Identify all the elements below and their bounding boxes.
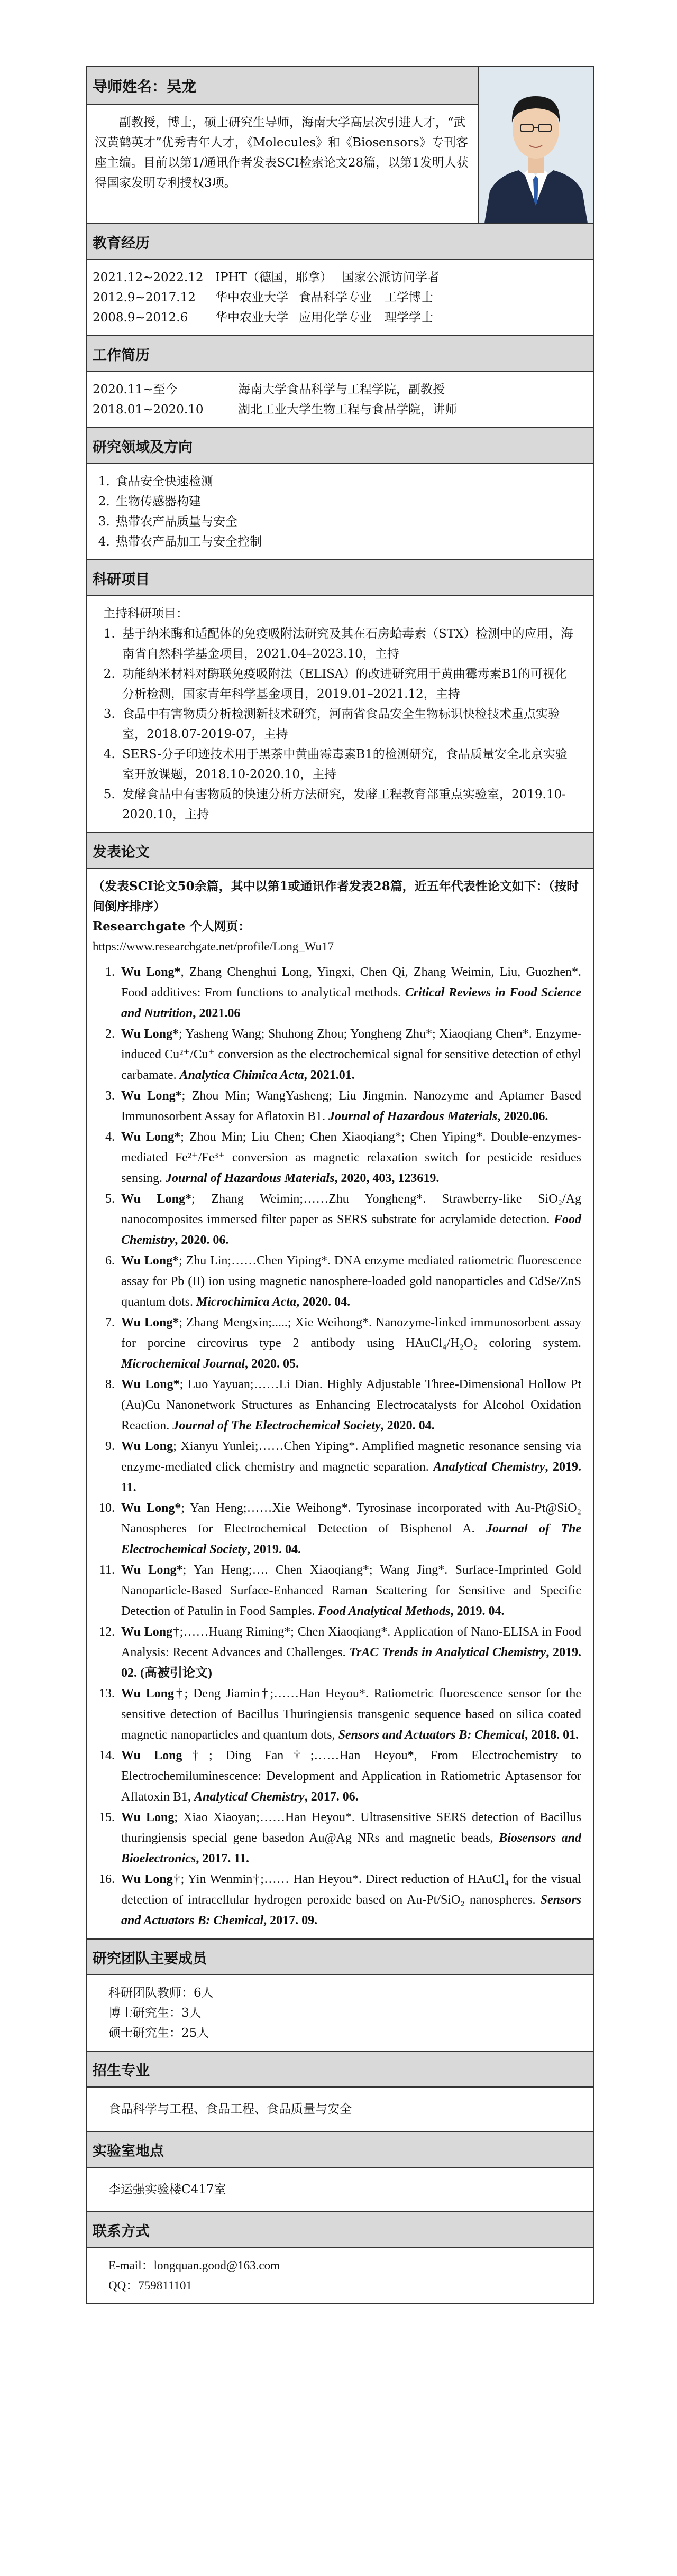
profile-sheet bbox=[86, 66, 594, 2304]
paper-citation: †; Yin Wenmin†;…… Han Heyou*. Direct reduction of HAuCl₄ for the visual detection of intracellular hydrogen peroxide based on Au-Pt/SiO₂ nanospheres. bbox=[121, 1872, 581, 1907]
paper-journal: Journal of The Electrochemical Society bbox=[172, 1419, 381, 1433]
paper-journal: Analytical Chemistry bbox=[194, 1790, 305, 1804]
paper-citation: ; Zhu Lin;……Chen Yiping*. DNA enzyme mediated ratiometric fluorescence assay for Pb (II) ion using magnetic nanosphere-loaded gold nanoparticles and CdSe/ZnS quantum dots. bbox=[121, 1254, 581, 1309]
publications-section bbox=[87, 868, 593, 1938]
edu-degree: 工学博士 bbox=[385, 291, 433, 304]
list-item: 4. 热带农产品加工与安全控制 bbox=[114, 532, 588, 552]
projects-section bbox=[87, 595, 593, 832]
paper-author: Wu Long* bbox=[121, 1130, 181, 1144]
paper-journal: Journal of Hazardous Materials bbox=[328, 1110, 498, 1123]
paper-journal: Analytica Chimica Acta bbox=[179, 1068, 304, 1082]
majors-section bbox=[87, 2086, 593, 2131]
paper-author: Wu Long bbox=[121, 1687, 175, 1701]
paper-author: Wu Long bbox=[121, 1439, 173, 1453]
paper-citation: ; Yan Heng;…. Chen Xiaoqiang*; Wang Jing*. Surface-Imprinted Gold Nanoparticle-Based Surface-Enhanced Raman Scattering for Sensitive and Specific Detection of Patulin in Food Samples. bbox=[121, 1563, 581, 1618]
list-item: 1. 基于纳米酶和适配体的免疫吸附法研究及其在石房蛤毒素（STX）检测中的应用，海南省自然科学基金项目，2021.04–2023.10，主持 bbox=[119, 624, 577, 664]
paper-journal: Microchimica Acta bbox=[196, 1295, 297, 1309]
portrait-image bbox=[479, 67, 593, 223]
paper-item bbox=[118, 1746, 581, 1807]
paper-date: , 2020. 06. bbox=[175, 1233, 229, 1247]
list-item: 3. 食品中有害物质分析检测新技术研究，河南省食品安全生物标识快检技术重点实验室，2018.07-2019-07，主持 bbox=[119, 704, 577, 744]
paper-author: Wu Long* bbox=[121, 1501, 181, 1515]
paper-list bbox=[93, 962, 581, 1931]
paper-author: Wu Long* bbox=[121, 1089, 182, 1103]
paper-author: Wu Long bbox=[121, 1625, 173, 1639]
paper-author: Wu Long* bbox=[121, 965, 181, 979]
paper-date: , 2019. 04. bbox=[450, 1604, 505, 1618]
paper-journal: Sensors and Actuators B: Chemical bbox=[338, 1728, 525, 1742]
list-item: 2. 功能纳米材料对酶联免疫吸附法（ELISA）的改进研究用于黄曲霉毒素B1的可视化分析检测，国家青年科学基金项目，2019.01–2021.12，主持 bbox=[119, 664, 577, 704]
work-row bbox=[93, 380, 588, 400]
paper-date: , 2019. 11. bbox=[121, 1460, 581, 1494]
paper-journal: Critical Reviews in Food Science and Nutrition bbox=[121, 986, 581, 1020]
paper-author: Wu Long* bbox=[121, 1192, 192, 1206]
paper-item bbox=[118, 1024, 581, 1086]
paper-author: Wu Long* bbox=[121, 1563, 183, 1577]
paper-item bbox=[118, 1622, 581, 1684]
list-item: 2. 生物传感器构建 bbox=[114, 492, 588, 512]
paper-citation: ; Zhou Min; Liu Chen; Chen Xiaoqiang*; Chen Yiping*. Double-enzymes-mediated Fe²⁺/Fe³⁺ conversion as magnetic relaxation switch for pesticide residues sensing. bbox=[121, 1130, 581, 1185]
paper-author: Wu Long* bbox=[121, 1254, 179, 1268]
paper-journal: Journal of Hazardous Materials bbox=[166, 1171, 335, 1185]
research-section bbox=[87, 463, 593, 559]
paper-date: , 2020. 04. bbox=[296, 1295, 351, 1309]
work-row bbox=[93, 400, 588, 420]
paper-date: , 2020. 05. bbox=[245, 1357, 299, 1371]
edu-date: 2012.9~2017.12 bbox=[93, 291, 196, 304]
paper-journal: Microchemical Journal bbox=[121, 1357, 245, 1371]
paper-date: , 2017. 09. bbox=[263, 1914, 318, 1927]
paper-journal: Sensors and Actuators B: Chemical bbox=[121, 1893, 581, 1927]
paper-item bbox=[118, 1251, 581, 1313]
paper-item bbox=[118, 1498, 581, 1560]
work-position: 海南大学食品科学与工程学院，副教授 bbox=[238, 383, 445, 396]
publications-summary: （发表SCI论文50余篇，其中以第1或通讯作者发表28篇，近五年代表性论文如下：（按时间倒序排序） bbox=[93, 879, 579, 913]
paper-citation: ; Luo Yayuan;……Li Dian. Highly Adjustable Three-Dimensional Hollow Pt (Au)Cu Nanonetwork Structures as Enhancing Electrocatalysts for Alcohol Oxidation Reaction. bbox=[121, 1378, 581, 1433]
paper-journal: Biosensors and Bioelectronics bbox=[121, 1831, 581, 1866]
paper-citation: ; Zhang Weimin;……Zhu Yongheng*. Strawberry-like SiO₂/Ag nanocomposites immersed filter paper as SERS substrate for acrylamide detection. bbox=[121, 1192, 581, 1226]
edu-institution: IPHT（德国，耶拿） bbox=[215, 271, 332, 284]
edu-degree: 理学学士 bbox=[385, 311, 433, 325]
paper-citation: ; Xiao Xiaoyan;……Han Heyou*. Ultrasensitive SERS detection of Bacillus thuringiensis special gene basedon Au@Ag NRs and magnetic beads, bbox=[121, 1811, 581, 1845]
paper-citation: ; Zhang Mengxin;.....; Xie Weihong*. Nanozyme-linked immunosorbent assay for porcine circovirus type 2 antibody using HAuCl₄/H₂O₂ coloring system. bbox=[121, 1316, 581, 1350]
paper-citation: ; Yan Heng;……Xie Weihong*. Tyrosinase incorporated with Au-Pt@SiO₂ Nanospheres for Electrochemical Detection of Bisphenol A. bbox=[121, 1501, 581, 1536]
team-line: 硕士研究生：25人 bbox=[108, 2026, 209, 2040]
team-line: 博士研究生：3人 bbox=[108, 2006, 202, 2020]
paper-citation: †; Deng Jiamin†;……Han Heyou*. Ratiometric fluorescence sensor for the sensitive detection of Bacillus Thuringiensis transgenic sequence based on silica coated magnetic nanoparticles and quantum dots, bbox=[121, 1687, 581, 1742]
paper-journal: TrAC Trends in Analytical Chemistry bbox=[349, 1646, 546, 1659]
paper-date: , 2020.06. bbox=[497, 1110, 548, 1123]
team-section bbox=[87, 1974, 593, 2051]
researchgate-link[interactable]: https://www.researchgate.net/profile/Long_Wu17 bbox=[93, 940, 334, 953]
edu-date: 2021.12~2022.12 bbox=[93, 271, 204, 284]
paper-author: Wu Long bbox=[121, 1872, 173, 1886]
paper-item bbox=[118, 1807, 581, 1869]
paper-citation: , Zhang Chenghui Long, Yingxi, Chen Qi, Zhang Weimin, Liu, Guozhen*. Food additives: From functions to analytical methods. bbox=[121, 965, 581, 1000]
projects-heading: 科研项目 bbox=[87, 559, 593, 595]
publications-heading: 发表论文 bbox=[87, 832, 593, 868]
paper-citation: ; Yasheng Wang; Shuhong Zhou; Yongheng Zhu*; Xiaoqiang Chen*. Enzyme-induced Cu²⁺/Cu⁺ conversion as the electrochemical signal for sensitive detection of ethyl carbamate. bbox=[121, 1027, 581, 1082]
list-item: 5. 发酵食品中有害物质的快速分析方法研究，发酵工程教育部重点实验室，2019.10-2020.10，主持 bbox=[119, 784, 577, 825]
contact-qq: QQ：759811101 bbox=[108, 2279, 193, 2292]
education-heading: 教育经历 bbox=[87, 223, 593, 259]
paper-date: , 2019. 04. bbox=[246, 1543, 301, 1556]
paper-item bbox=[118, 1127, 581, 1189]
paper-citation: †;……Huang Riming*; Chen Xiaoqiang*. Application of Nano-ELISA in Food Analysis: Recent Advances and Challenges. bbox=[121, 1625, 581, 1659]
team-line: 科研团队教师：6人 bbox=[108, 1986, 214, 2000]
work-date: 2018.01~2020.10 bbox=[93, 403, 204, 417]
paper-item bbox=[118, 1374, 581, 1436]
paper-citation: †; Ding Fan†;……Han Heyou*, From Electrochemistry to Electrochemiluminescence: Development and Application in Ratiometric Aptasensor for Aflatoxin B1, bbox=[121, 1749, 581, 1804]
lab-location: 李运强实验楼C417室 bbox=[108, 2183, 226, 2196]
edu-institution: 华中农业大学 bbox=[215, 311, 288, 325]
paper-date: , 2017. 11. bbox=[196, 1852, 250, 1866]
list-item: 1. 食品安全快速检测 bbox=[114, 472, 588, 492]
advisor-photo bbox=[478, 67, 593, 223]
paper-author: Wu Long bbox=[121, 1749, 182, 1762]
paper-author: Wu Long* bbox=[121, 1027, 179, 1041]
list-item: 3. 热带农产品质量与安全 bbox=[114, 512, 588, 532]
paper-date: , 2021.01. bbox=[304, 1068, 355, 1082]
team-heading: 研究团队主要成员 bbox=[87, 1938, 593, 1974]
education-row bbox=[93, 288, 588, 308]
paper-item bbox=[118, 1869, 581, 1931]
paper-journal: Journal of The Electrochemical Society bbox=[121, 1522, 581, 1556]
paper-item bbox=[118, 1189, 581, 1251]
paper-author: Wu Long* bbox=[121, 1378, 180, 1391]
work-date: 2020.11~至今 bbox=[93, 383, 178, 396]
work-heading: 工作简历 bbox=[87, 335, 593, 371]
paper-item bbox=[118, 1436, 581, 1498]
edu-role: 国家公派访问学者 bbox=[342, 271, 440, 284]
paper-author: Wu Long bbox=[121, 1811, 175, 1824]
paper-citation: ; Xianyu Yunlei;……Chen Yiping*. Amplified magnetic resonance sensing via enzyme-mediated click chemistry and magnetic separation. bbox=[121, 1439, 581, 1474]
paper-item bbox=[118, 1313, 581, 1374]
paper-item bbox=[118, 1086, 581, 1127]
projects-intro: 主持科研项目： bbox=[103, 607, 188, 621]
paper-item bbox=[118, 1560, 581, 1622]
paper-date: , 2018. 01. bbox=[525, 1728, 579, 1742]
paper-date: , 2019. 02. (高被引论文) bbox=[121, 1646, 581, 1680]
contact-section bbox=[87, 2247, 593, 2303]
lab-section bbox=[87, 2167, 593, 2211]
list-item: 4. SERS-分子印迹技术用于黑茶中黄曲霉毒素B1的检测研究，食品质量安全北京实验室开放课题，2018.10-2020.10，主持 bbox=[119, 744, 577, 784]
work-position: 湖北工业大学生物工程与食品学院，讲师 bbox=[238, 403, 457, 417]
research-heading: 研究领域及方向 bbox=[87, 427, 593, 463]
paper-journal: Analytical Chemistry bbox=[433, 1460, 545, 1474]
lab-heading: 实验室地点 bbox=[87, 2131, 593, 2167]
work-section bbox=[87, 371, 593, 427]
edu-institution: 华中农业大学 bbox=[215, 291, 288, 304]
education-row bbox=[93, 267, 588, 288]
paper-journal: Food Chemistry bbox=[121, 1213, 581, 1247]
paper-citation: ; Zhou Min; WangYasheng; Liu Jingmin. Nanozyme and Aptamer Based Immunosorbent Assay for Aflatoxin B1. bbox=[121, 1089, 581, 1123]
education-row bbox=[93, 308, 588, 328]
paper-item bbox=[118, 1684, 581, 1746]
paper-date: , 2020, 403, 123619. bbox=[334, 1171, 440, 1185]
advisor-name: 导师姓名：吴龙 bbox=[87, 67, 478, 104]
research-list bbox=[93, 472, 588, 552]
majors-heading: 招生专业 bbox=[87, 2051, 593, 2086]
advisor-bio: 副教授，博士，硕士研究生导师，海南大学高层次引进人才，“武汉黄鹤英才”优秀青年人才，《Molecules》和《Biosensors》专刊客座主编。目前以第1/通讯作者发表SCI检索论文28篇，以第1发明人获得国家发明专利授权3项。 bbox=[87, 104, 478, 200]
paper-date: , 2021.06 bbox=[193, 1007, 241, 1020]
paper-author: Wu Long* bbox=[121, 1316, 179, 1329]
profile-header bbox=[87, 67, 593, 223]
paper-date: , 2020. 04. bbox=[380, 1419, 435, 1433]
contact-heading: 联系方式 bbox=[87, 2211, 593, 2247]
researchgate-label: Researchgate 个人网页： bbox=[93, 919, 251, 934]
paper-date: , 2017. 06. bbox=[304, 1790, 359, 1804]
paper-item bbox=[118, 962, 581, 1024]
edu-major: 食品科学专业 bbox=[299, 291, 372, 304]
education-section bbox=[87, 259, 593, 335]
majors-text: 食品科学与工程、食品工程、食品质量与安全 bbox=[108, 2102, 352, 2116]
edu-major: 应用化学专业 bbox=[299, 311, 372, 325]
projects-list bbox=[103, 624, 577, 825]
edu-date: 2008.9~2012.6 bbox=[93, 311, 188, 325]
contact-email[interactable]: E-mail：longquan.good@163.com bbox=[108, 2259, 280, 2272]
paper-journal: Food Analytical Methods bbox=[318, 1604, 451, 1618]
